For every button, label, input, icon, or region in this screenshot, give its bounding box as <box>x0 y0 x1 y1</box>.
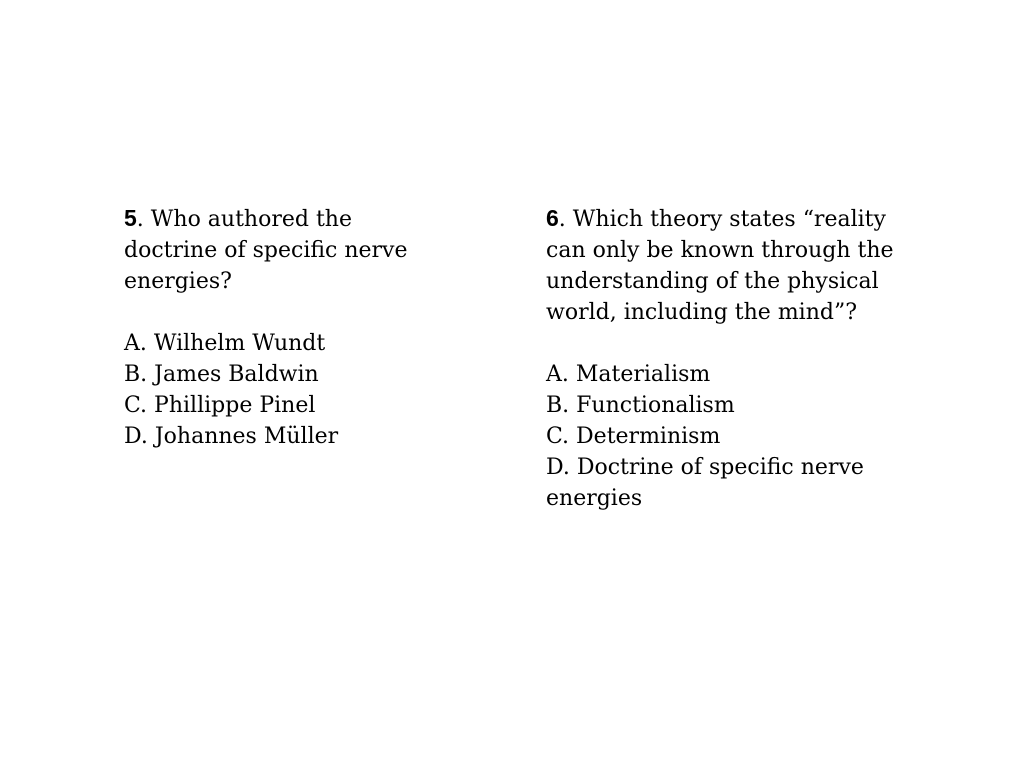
question-6-option-d: D. Doctrine of specific nerve energies <box>546 455 864 511</box>
question-6-option-a: A. Materialism <box>546 362 711 387</box>
question-5-prompt <box>124 203 424 297</box>
question-5-option-b: B. James Baldwin <box>124 362 319 387</box>
question-6-prompt <box>546 203 916 328</box>
question-6-options <box>546 359 916 514</box>
question-5-option-a: A. Wilhelm Wundt <box>124 331 326 356</box>
question-6-option-b: B. Functionalism <box>546 393 735 418</box>
question-6-stem: . Which theory states “reality can only be known through the understanding of the physical world, including the mind”? <box>546 207 894 325</box>
question-6-number: 6 <box>546 205 559 231</box>
question-5-option-c: C. Phillippe Pinel <box>124 393 316 418</box>
question-5-number: 5 <box>124 205 137 231</box>
question-5-stem: . Who authored the doctrine of specific nerve energies? <box>124 207 408 294</box>
question-5-option-d: D. Johannes Müller <box>124 424 339 449</box>
question-5-options <box>124 328 424 452</box>
question-5 <box>124 203 424 452</box>
question-6-option-c: C. Determinism <box>546 424 721 449</box>
question-6 <box>546 203 916 514</box>
